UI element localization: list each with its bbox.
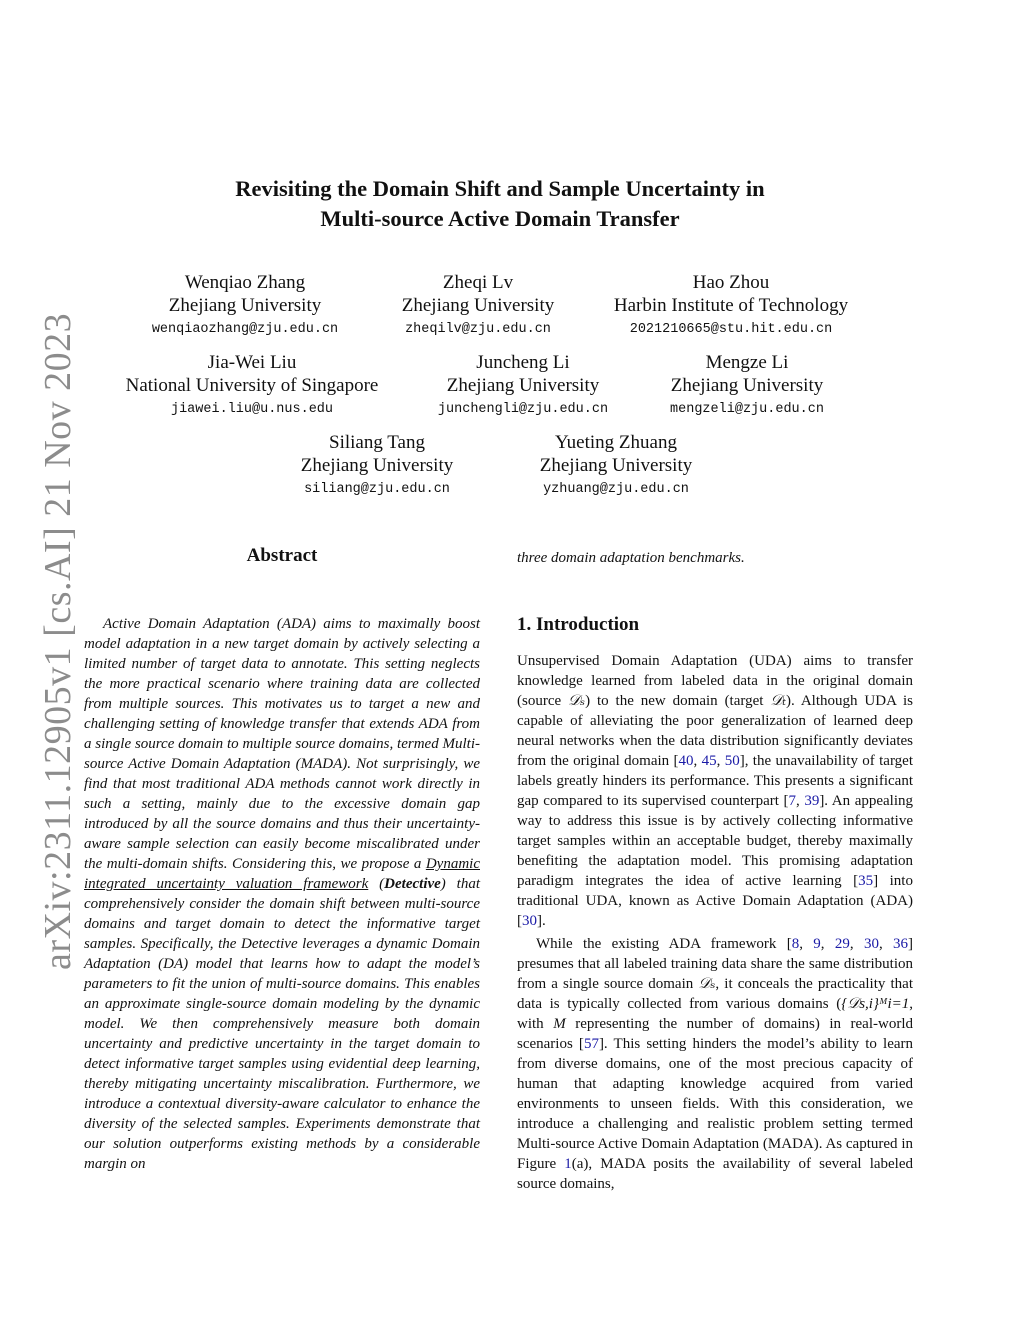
citation-link[interactable]: 7 (788, 793, 796, 809)
author-email: junchengli@zju.edu.cn (437, 402, 609, 417)
author-email: yzhuang@zju.edu.cn (543, 482, 689, 497)
author-block (600, 271, 862, 339)
math-symbol: M (553, 1016, 566, 1032)
section-heading-introduction: 1. Introduction (517, 614, 640, 635)
intro-text: , (693, 753, 702, 769)
citation-link[interactable]: 35 (858, 873, 874, 889)
author-name: Yueting Zhuang (555, 432, 677, 453)
intro-text: While the existing ADA framework [ (536, 936, 792, 952)
citation-link[interactable]: 57 (583, 1036, 599, 1052)
intro-text: , (820, 936, 835, 952)
citation-link[interactable]: 36 (893, 936, 909, 952)
author-affiliation: Zhejiang University (539, 455, 693, 476)
intro-text: representing the number of domains) in real-world scenarios [ (517, 1016, 913, 1052)
intro-text: , (849, 936, 864, 952)
intro-text: ]. An appealing way to address this issue is by actively collecting informative target samples within an acceptable budget, thereby maximally benefiting the adaptation model. This promising adaptation paradigm integrates the idea of active learning [ (517, 793, 914, 889)
intro-text: ). Although UDA is capable of alleviating the poor generalization of learned deep neural networks when the data distribution significantly deviates from the original domain [ (517, 693, 913, 769)
author-affiliation: Zhejiang University (300, 455, 454, 476)
author-email: jiawei.liu@u.nus.edu (170, 402, 334, 417)
author-block (422, 351, 624, 419)
intro-text: ]. (537, 913, 546, 929)
abstract-heading: Abstract (246, 545, 318, 566)
intro-text: (a), MADA posits the availability of several labeled source domains, (517, 1156, 914, 1192)
abstract-text: Active Domain Adaptation (ADA) aims to maximally boost model adaptation in a new target domain by actively selecting a limited number of target data to annotate. This setting neglects the more practical scenario where training data are collected from multiple sources. This motivates us to target a new and challenging setting of knowledge transfer that extends ADA from a single source domain to multiple source domains, termed Multi-source Active Domain Adaptation (MADA). Not surprisingly, we find that most traditional ADA methods cannot work directly in such a setting, mainly due to the excessive domain gap introduced by all the source domains and thus their uncertainty-aware sample selection can easily become miscalibrated under the multi-domain shifts. Considering this, we propose a (84, 616, 480, 872)
intro-paragraph (517, 651, 913, 931)
citation-link[interactable]: 30 (863, 936, 879, 952)
method-acronym: Detective (384, 876, 441, 892)
author-name: Wenqiao Zhang (184, 272, 306, 293)
author-affiliation: Zhejiang University (446, 375, 600, 396)
author-email: wenqiaozhang@zju.edu.cn (151, 322, 339, 337)
intro-text: ] presumes that all labeled training data share the same distribution from a single source domain (517, 936, 914, 992)
citation-link[interactable]: 39 (804, 793, 820, 809)
title-line-2: Multi-source Active Domain Transfer (320, 206, 680, 231)
intro-text: ]. This setting hinders the model’s ability to learn from diverse domains, one of the most precious capacity of human that adapting knowledge acquired from varied environments to unseen fields. With this consideration, we introduce a challenging and realistic problem setting termed Multi-source Active Domain Adaptation (MADA). As captured in Figure (517, 1036, 914, 1172)
intro-text: , (878, 936, 894, 952)
author-email: zheqilv@zju.edu.cn (405, 322, 551, 337)
math-symbol: 𝒟ₛ (568, 693, 586, 709)
author-block (277, 431, 477, 499)
author-affiliation: Zhejiang University (670, 375, 824, 396)
author-name: Jia-Wei Liu (207, 352, 297, 373)
citation-link[interactable]: 40 (678, 753, 694, 769)
math-symbol: 𝒟ₜ (770, 693, 787, 709)
intro-text: , (799, 936, 814, 952)
author-name: Siliang Tang (329, 432, 425, 453)
intro-text: , (795, 793, 805, 809)
intro-text: ], the unavailability of target labels greatly hinders its performance. This presents a significant gap compared to its supervised counterpart [ (517, 753, 913, 809)
author-email: mengzeli@zju.edu.cn (670, 402, 824, 417)
paper-title (150, 174, 850, 234)
citation-link[interactable]: 29 (834, 936, 850, 952)
citation-link[interactable]: 8 (791, 936, 800, 952)
author-name: Juncheng Li (476, 352, 570, 373)
abstract-body (84, 614, 480, 1174)
author-block (145, 271, 345, 339)
intro-text: , (716, 753, 725, 769)
author-affiliation: Harbin Institute of Technology (613, 295, 849, 316)
intro-text: , it conceals the practicality that data is typically collected from various domains ( (517, 976, 913, 1012)
intro-text: ] into traditional UDA, known as Active Domain Adaptation (ADA) [ (517, 873, 913, 929)
intro-text: ) to the new domain (target (585, 693, 771, 709)
abstract-continuation: three domain adaptation benchmarks. (517, 550, 745, 566)
author-block (647, 351, 847, 419)
method-full-name: Dynamic integrated uncertainty valuation framework (84, 856, 480, 892)
author-block (516, 431, 716, 499)
citation-link[interactable]: 50 (724, 753, 740, 769)
author-affiliation: Zhejiang University (401, 295, 555, 316)
author-block (112, 351, 392, 419)
title-line-1: Revisiting the Domain Shift and Sample Uncertainty in (235, 176, 765, 201)
citation-link[interactable]: 9 (813, 936, 821, 952)
citation-link[interactable]: 45 (701, 753, 717, 769)
author-affiliation: Zhejiang University (168, 295, 322, 316)
abstract-text: ( (368, 876, 385, 892)
author-name: Hao Zhou (692, 272, 770, 293)
author-email: siliang@zju.edu.cn (304, 482, 450, 497)
intro-paragraph (517, 934, 913, 1194)
math-symbol: {𝒟s,i}ᴹi=1 (841, 996, 910, 1012)
arxiv-identifier: arXiv:2311.12905v1 [cs.AI] 21 Nov 2023 (37, 312, 79, 970)
author-email: 2021210665@stu.hit.edu.cn (629, 322, 833, 337)
intro-text: , with (517, 996, 913, 1032)
abstract-text: ) that comprehensively consider the domain shift between multi-source domains and target domain to detect the informative target samples. Specifically, the Detective leverages a dynamic Domain Adaptation (DA) model that learns how to adapt the model’s parameters to fit the union of multi-source domains. This enables an approximate single-source domain modeling by the dynamic model. We then comprehensively measure both domain uncertainty and predictive uncertainty in the target domain to detect informative target samples using evidential deep learning, thereby mitigating uncertainty miscalibration. Furthermore, we introduce a contextual diversity-aware calculator to enhance the diversity of the selected samples. Experiments demonstrate that our solution outperforms existing methods by a considerable margin on (84, 876, 481, 1172)
citation-link[interactable]: 30 (522, 913, 537, 929)
intro-text: Unsupervised Domain Adaptation (UDA) aims to transfer knowledge learned from labeled data in the original domain (source (517, 653, 913, 709)
author-name: Mengze Li (705, 352, 789, 373)
author-block (378, 271, 578, 339)
figure-reference-link[interactable]: 1 (564, 1156, 572, 1172)
author-name: Zheqi Lv (442, 272, 514, 293)
math-symbol: 𝒟ₛ (698, 976, 716, 992)
author-affiliation: National University of Singapore (125, 375, 379, 396)
